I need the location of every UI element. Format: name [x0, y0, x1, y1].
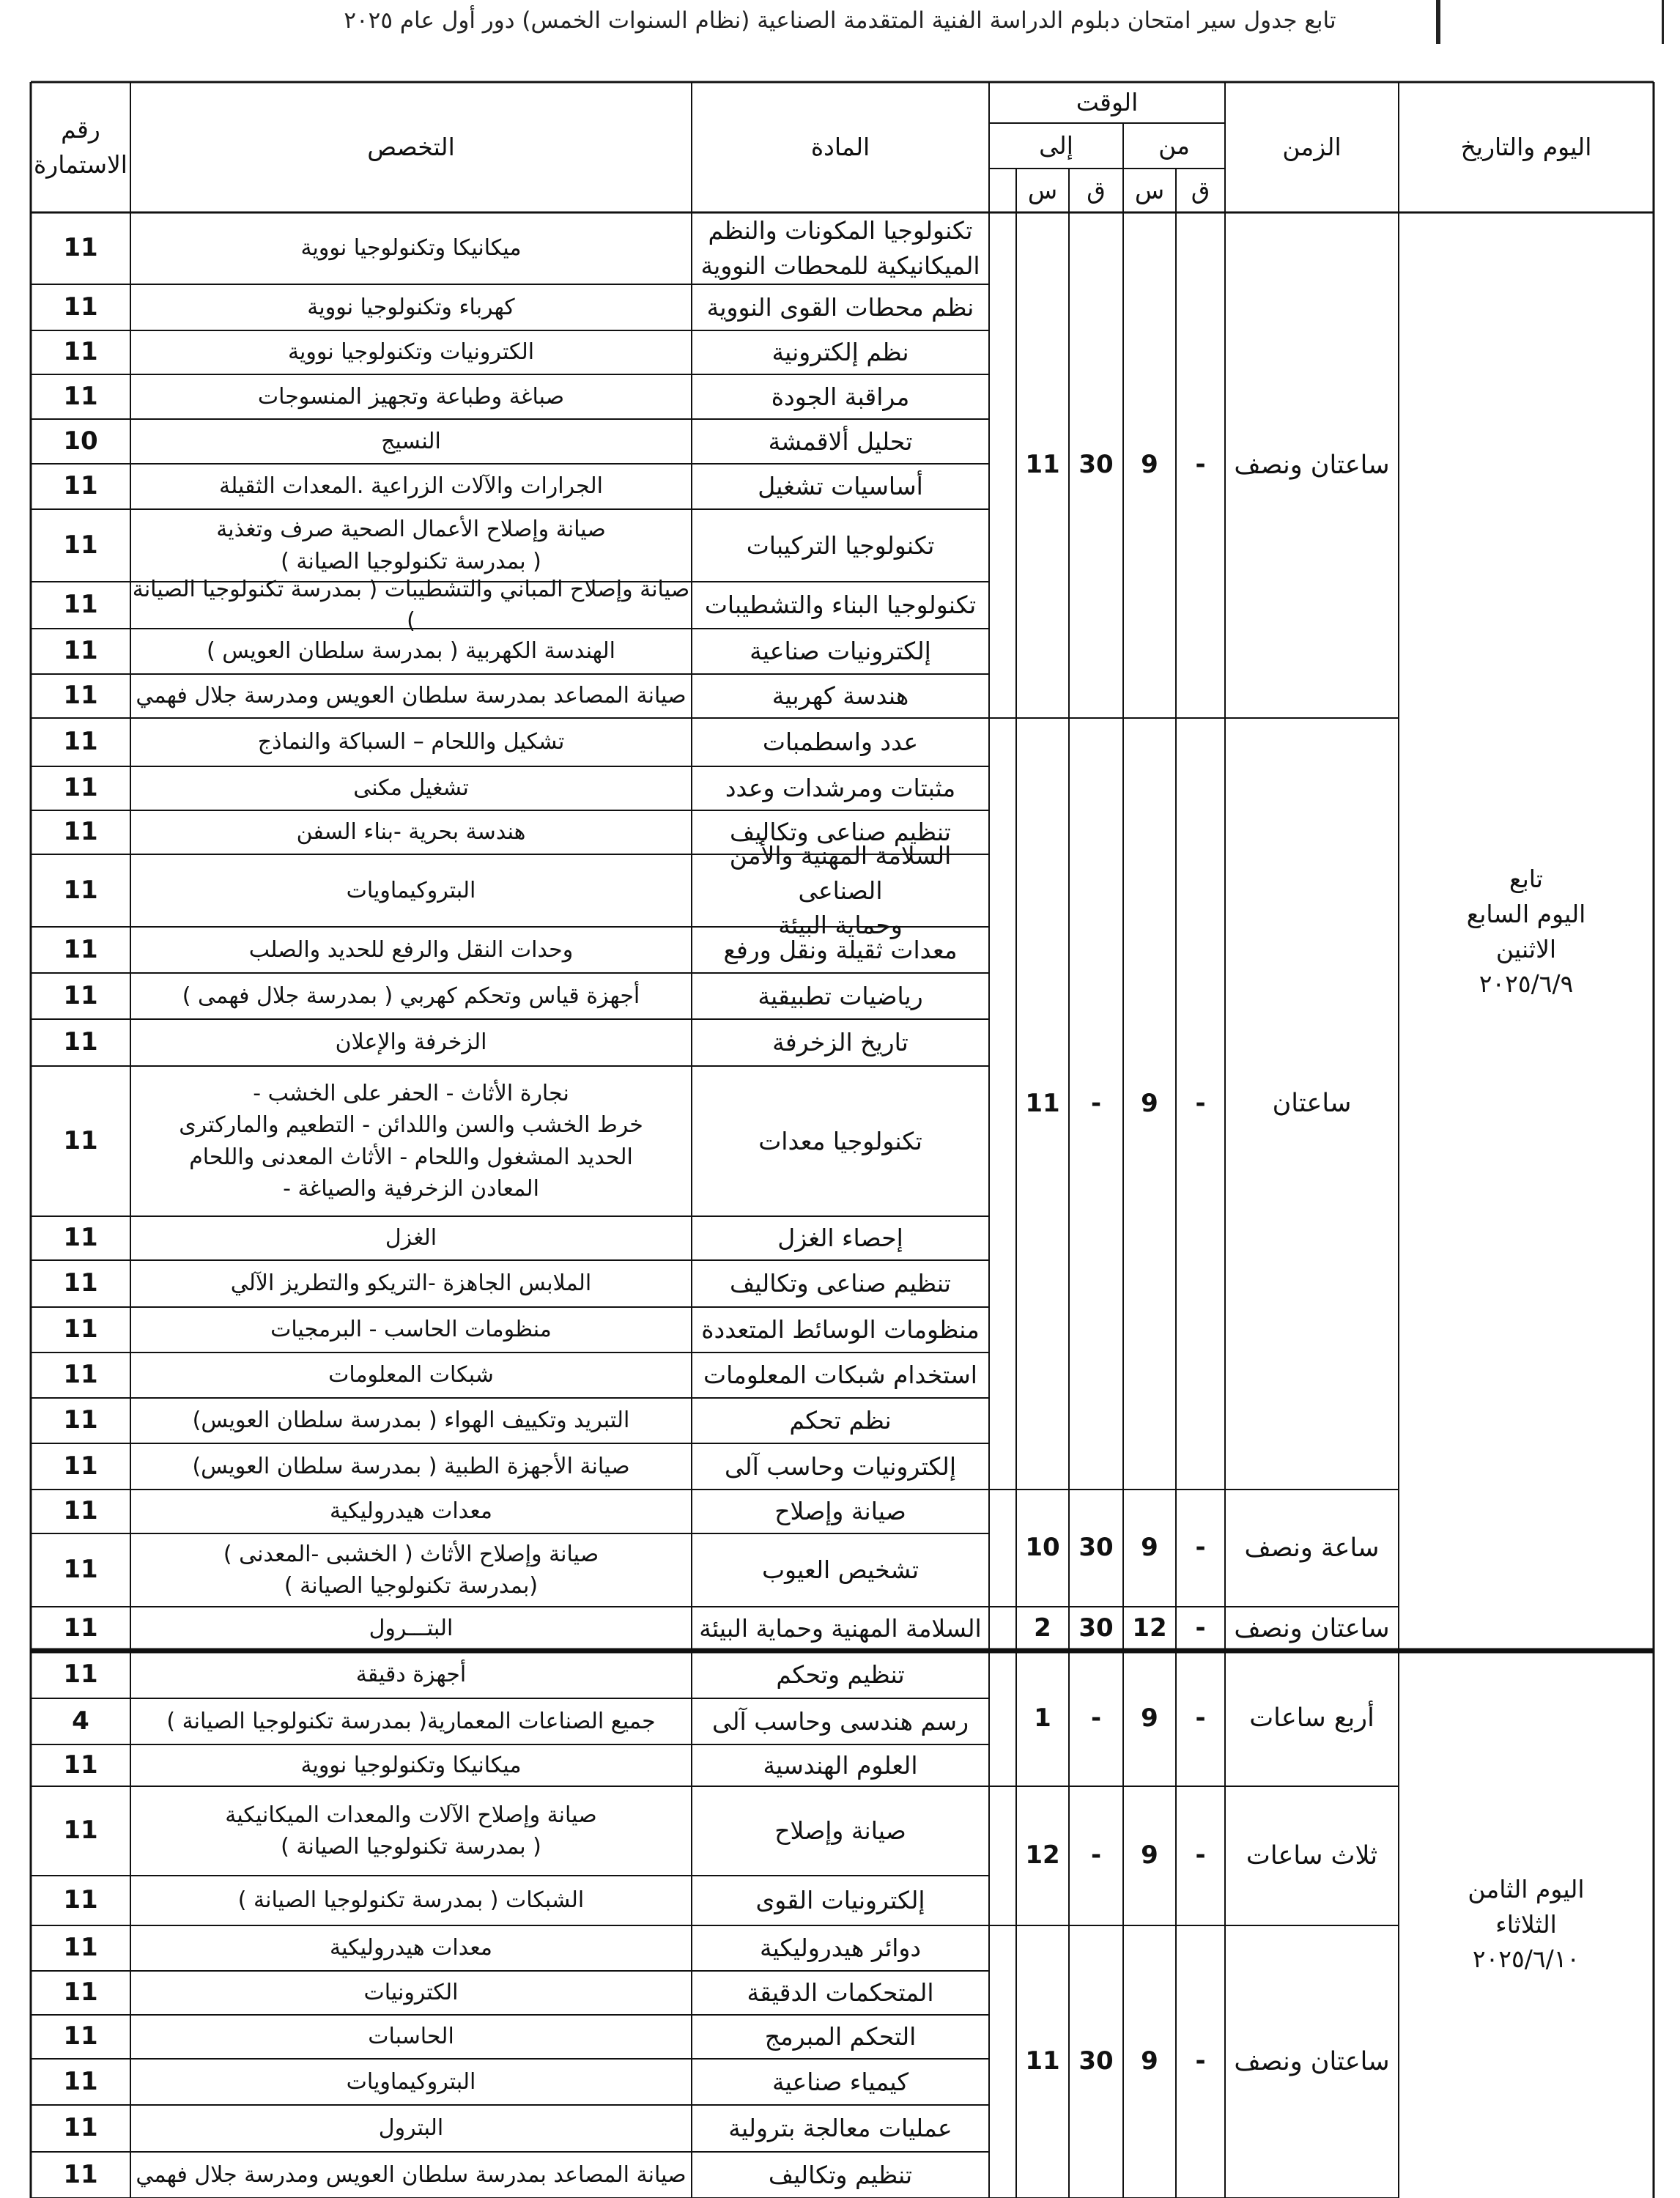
- specialization-cell: البتـــرول: [369, 1616, 454, 1642]
- duration-cell: ساعتان: [1272, 1089, 1352, 1119]
- form-number-cell: 11: [63, 1816, 98, 1846]
- specialization-cell: تشكيل واللحام – السباكة والنماذج: [257, 729, 565, 755]
- specialization-cell: معدات هيدروليكية: [330, 1498, 492, 1525]
- specialization-cell: ميكانيكا وتكنولوجيا نووية: [300, 235, 522, 262]
- specialization-cell: صيانة وإصلاح الأثاث ( الخشبى -المعدنى ) (بمدرسة تكنولوجيا الصيانة ): [223, 1541, 599, 1599]
- day-date-cell: اليوم الثامن الثلاثاء ٢٠٢٥/٦/١٠: [1468, 1874, 1585, 1974]
- subject-cell: تاريخ الزخرفة: [772, 1028, 909, 1057]
- specialization-cell: صباغة وطباعة وتجهيز المنسوجات: [257, 383, 565, 410]
- form-number-cell: 11: [63, 2159, 98, 2189]
- form-number-cell: 11: [63, 1750, 98, 1780]
- from-hours-cell: 9: [1141, 1533, 1158, 1563]
- form-number-cell: 10: [63, 426, 98, 456]
- specialization-cell: صيانة وإصلاح الآلات والمعدات الميكانيكية ( بمدرسة تكنولوجيا الصيانة ): [225, 1802, 597, 1860]
- subject-cell: السلامة المهنية وحماية البيئة: [699, 1614, 982, 1643]
- form-number-cell: 11: [63, 471, 98, 501]
- subject-cell: تكنولوجيا معدات: [758, 1126, 922, 1155]
- to-hours-cell: 10: [1025, 1533, 1060, 1563]
- to-minutes-cell: -: [1090, 1088, 1102, 1118]
- specialization-cell: الحاسبات: [368, 2024, 454, 2050]
- specialization-cell: صيانة وإصلاح الأعمال الصحية صرف وتغذية ( بمدرسة تكنولوجيا الصيانة ): [216, 517, 606, 574]
- form-number-cell: 11: [63, 292, 98, 322]
- subject-cell: إلكترونيات وحاسب آلى: [725, 1451, 956, 1481]
- from-minutes-cell: -: [1195, 1533, 1206, 1563]
- subject-cell: تنظيم صناعى وتكاليف: [730, 1269, 951, 1298]
- from-hours-cell: 9: [1141, 450, 1158, 480]
- subject-cell: السلامة المهنية والأمن الصناعى وحماية البيئة: [729, 840, 952, 940]
- specialization-cell: أجهزة دقيقة: [355, 1661, 467, 1687]
- subject-cell: إلكترونيات القوى: [755, 1886, 925, 1915]
- duration-cell: ساعتان ونصف: [1234, 450, 1390, 480]
- form-number-cell: 11: [63, 1268, 98, 1298]
- specialization-cell: الكترونيات وتكنولوجيا نووية: [287, 339, 535, 366]
- form-number-cell: 11: [63, 1125, 98, 1155]
- form-number-cell: 11: [63, 590, 98, 620]
- to-hours-cell: 2: [1034, 1613, 1051, 1643]
- form-number-cell: 11: [63, 530, 98, 560]
- subject-cell: تحليل ألاقمشة: [768, 426, 913, 456]
- specialization-cell: صيانة الأجهزة الطبية ( بمدرسة سلطان العويس): [192, 1453, 630, 1479]
- subject-cell: تنظيم وتكاليف: [768, 2160, 913, 2189]
- subject-cell: رياضيات تطبيقية: [758, 981, 923, 1010]
- subject-cell: نظم تحكم: [789, 1406, 892, 1435]
- header-from: من: [1158, 131, 1190, 160]
- duration-cell: أربع ساعات: [1249, 1703, 1374, 1733]
- subject-cell: صيانة وإصلاح: [774, 1816, 906, 1846]
- subject-cell: كيمياء صناعية: [771, 2067, 909, 2096]
- subject-cell: تشخيص العيوب: [761, 1555, 919, 1585]
- form-number-cell: 11: [63, 980, 98, 1010]
- subject-cell: التحكم المبرمج: [764, 2022, 917, 2051]
- header-duration: الزمن: [1282, 133, 1342, 162]
- subject-cell: معدات ثقيلة ونقل ورفع: [723, 935, 958, 964]
- from-minutes-cell: -: [1195, 1613, 1206, 1643]
- from-hours-cell: 12: [1132, 1613, 1167, 1643]
- to-minutes-cell: 30: [1078, 1613, 1114, 1643]
- subject-cell: تكنولوجيا البناء والتشطيبات: [704, 591, 977, 620]
- specialization-cell: صيانة المصاعد بمدرسة سلطان العويس ومدرسة جلال فهمي: [136, 683, 687, 709]
- from-minutes-cell: -: [1195, 2046, 1206, 2076]
- header-time: الوقت: [1076, 88, 1139, 117]
- duration-cell: ثلاث ساعات: [1246, 1840, 1378, 1870]
- from-minutes-cell: -: [1195, 450, 1206, 480]
- subject-cell: إلكترونيات صناعية: [750, 637, 931, 666]
- form-number-cell: 11: [63, 817, 98, 847]
- subject-cell: دوائر هيدروليكية: [759, 1934, 922, 1963]
- form-number-cell: 11: [63, 1613, 98, 1643]
- from-minutes-cell: -: [1195, 1088, 1206, 1118]
- specialization-cell: جميع الصناعات المعمارية( بمدرسة تكنولوجيا الصيانة ): [166, 1708, 656, 1734]
- subject-cell: عدد واسطمبات: [762, 728, 919, 757]
- form-number-cell: 11: [63, 1027, 98, 1057]
- form-number-cell: 11: [63, 1360, 98, 1390]
- form-number-cell: 11: [63, 1496, 98, 1526]
- header-subject: المادة: [810, 133, 870, 162]
- form-number-cell: 11: [63, 2021, 98, 2051]
- form-number-cell: 4: [72, 1706, 89, 1736]
- subject-cell: استخدام شبكات المعلومات: [703, 1361, 977, 1390]
- specialization-cell: الملابس الجاهزة -التريكو والتطريز الآلي: [230, 1270, 592, 1297]
- to-hours-cell: 11: [1025, 2046, 1060, 2076]
- from-hours-cell: 9: [1141, 1703, 1158, 1733]
- form-number-cell: 11: [63, 636, 98, 666]
- form-number-cell: 11: [63, 1405, 98, 1435]
- specialization-cell: تشغيل مكنى: [353, 775, 469, 802]
- form-number-cell: 11: [63, 381, 98, 411]
- subject-cell: صيانة وإصلاح: [774, 1497, 906, 1526]
- specialization-cell: الزخرفة والإعلان: [335, 1029, 487, 1056]
- specialization-cell: الهندسة الكهربية ( بمدرسة سلطان العويس ): [207, 638, 615, 665]
- header-from-s: س: [1134, 176, 1165, 205]
- subject-cell: نظم محطات القوى النووية: [706, 292, 974, 322]
- specialization-cell: البترول: [378, 2115, 444, 2142]
- subject-cell: المتحكمات الدقيقة: [747, 1978, 934, 2008]
- header-to: إلى: [1039, 131, 1073, 160]
- subject-cell: تكنولوجيا المكونات والنظم الميكانيكية للمحطات النووية: [700, 216, 980, 280]
- form-number-cell: 11: [63, 2113, 98, 2143]
- form-number-cell: 11: [63, 1451, 98, 1481]
- specialization-cell: التبريد وتكييف الهواء ( بمدرسة سلطان العويس): [192, 1407, 630, 1434]
- specialization-cell: وحدات النقل والرفع للحديد والصلب: [248, 936, 574, 963]
- subject-cell: عمليات معالجة بترولية: [728, 2114, 952, 2143]
- subject-cell: هندسة كهربية: [771, 681, 909, 711]
- form-number-cell: 11: [63, 727, 98, 757]
- subject-cell: العلوم الهندسية: [763, 1750, 918, 1780]
- header-day-date: اليوم والتاريخ: [1460, 133, 1592, 162]
- to-minutes-cell: 30: [1078, 2046, 1114, 2076]
- to-hours-cell: 1: [1034, 1703, 1051, 1733]
- form-number-cell: 11: [63, 2066, 98, 2096]
- form-number-cell: 11: [63, 875, 98, 905]
- from-hours-cell: 9: [1141, 1840, 1158, 1870]
- duration-cell: ساعتان ونصف: [1234, 1613, 1390, 1643]
- form-number-cell: 11: [63, 1659, 98, 1689]
- specialization-cell: الشبكات ( بمدرسة تكنولوجيا الصيانة ): [237, 1887, 585, 1914]
- subject-cell: رسم هندسى وحاسب آلى: [711, 1706, 969, 1736]
- subject-cell: مثبتات ومرشدات وعدد: [725, 774, 956, 803]
- subject-cell: أساسيات تشغيل: [758, 472, 923, 501]
- subject-cell: تنظيم صناعى وتكاليف: [730, 818, 951, 847]
- form-number-cell: 11: [63, 773, 98, 803]
- duration-cell: ساعتان ونصف: [1234, 2046, 1390, 2076]
- form-number-cell: 11: [63, 681, 98, 711]
- to-minutes-cell: 30: [1078, 450, 1114, 480]
- specialization-cell: صيانة المصاعد بمدرسة سلطان العويس ومدرسة جلال فهمي: [136, 2161, 687, 2188]
- from-hours-cell: 9: [1141, 1088, 1158, 1118]
- from-minutes-cell: -: [1195, 1703, 1206, 1733]
- specialization-cell: الغزل: [385, 1225, 437, 1251]
- specialization-cell: البتروكيماويات: [346, 877, 476, 903]
- from-minutes-cell: -: [1195, 1840, 1206, 1870]
- header-form-no: رقم الاستمارة: [34, 115, 127, 179]
- to-hours-cell: 11: [1025, 450, 1060, 480]
- subject-cell: منظومات الوسائط المتعددة: [701, 1315, 980, 1344]
- form-number-cell: 11: [63, 1885, 98, 1915]
- subject-cell: إحصاء الغزل: [777, 1224, 903, 1253]
- specialization-cell: منظومات الحاسب - البرمجيات: [270, 1317, 552, 1343]
- form-number-cell: 11: [63, 233, 98, 263]
- header-to-q: ق: [1087, 176, 1106, 205]
- header-to-s: س: [1027, 176, 1058, 205]
- to-minutes-cell: -: [1090, 1840, 1102, 1870]
- specialization-cell: صيانة وإصلاح المباني والتشطيبات ( بمدرسة تكنولوجيا الصيانة ): [132, 576, 690, 634]
- specialization-cell: هندسة بحرية -بناء السفن: [296, 819, 526, 845]
- form-number-cell: 11: [63, 1314, 98, 1344]
- subject-cell: تكنولوجيا التركيبات: [746, 530, 935, 560]
- subject-cell: تنظيم وتحكم: [776, 1659, 905, 1689]
- specialization-cell: الكترونيات: [363, 1980, 459, 2006]
- specialization-cell: الجرارات والآلات الزراعية .المعدات الثقيلة: [218, 473, 604, 500]
- to-minutes-cell: 30: [1078, 1533, 1114, 1563]
- form-number-cell: 11: [63, 1977, 98, 2008]
- subject-cell: مراقبة الجودة: [771, 382, 910, 411]
- specialization-cell: النسيج: [381, 428, 441, 454]
- specialization-cell: شبكات المعلومات: [328, 1362, 494, 1388]
- form-number-cell: 11: [63, 337, 98, 367]
- specialization-cell: نجارة الأثاث - الحفر على الخشب - خرط الخشب والسن واللدائن - التطعيم والماركترى الحديد المشغول واللحام - الأثاث المعدنى واللحام المعادن الزخرفية والصياغة -: [179, 1080, 643, 1202]
- to-minutes-cell: -: [1090, 1703, 1102, 1733]
- to-hours-cell: 11: [1025, 1088, 1060, 1118]
- day-date-cell: تابع اليوم السابع الاثنين ٢٠٢٥/٦/٩: [1466, 864, 1586, 999]
- duration-cell: ساعة ونصف: [1244, 1533, 1380, 1563]
- form-number-cell: 11: [63, 1555, 98, 1585]
- to-hours-cell: 12: [1025, 1840, 1060, 1870]
- specialization-cell: البتروكيماويات: [346, 2068, 476, 2095]
- specialization-cell: كهرباء وتكنولوجيا نووية: [307, 294, 515, 320]
- form-number-cell: 11: [63, 1933, 98, 1963]
- form-number-cell: 11: [63, 934, 98, 964]
- form-number-cell: 11: [63, 1223, 98, 1253]
- specialization-cell: أجهزة قياس وتحكم كهربي ( بمدرسة جلال فهمى ): [182, 983, 640, 1009]
- page-title: تابع جدول سير امتحان دبلوم الدراسة الفنية المتقدمة الصناعية (نظام السنوات الخمس) دور أول عام ٢٠٢٥: [344, 7, 1336, 34]
- subject-cell: نظم إلكترونية: [771, 338, 909, 367]
- specialization-cell: ميكانيكا وتكنولوجيا نووية: [300, 1752, 522, 1778]
- header-from-q: ق: [1191, 176, 1210, 205]
- from-hours-cell: 9: [1141, 2046, 1158, 2076]
- specialization-cell: معدات هيدروليكية: [330, 1935, 492, 1961]
- header-specialization: التخصص: [367, 133, 455, 162]
